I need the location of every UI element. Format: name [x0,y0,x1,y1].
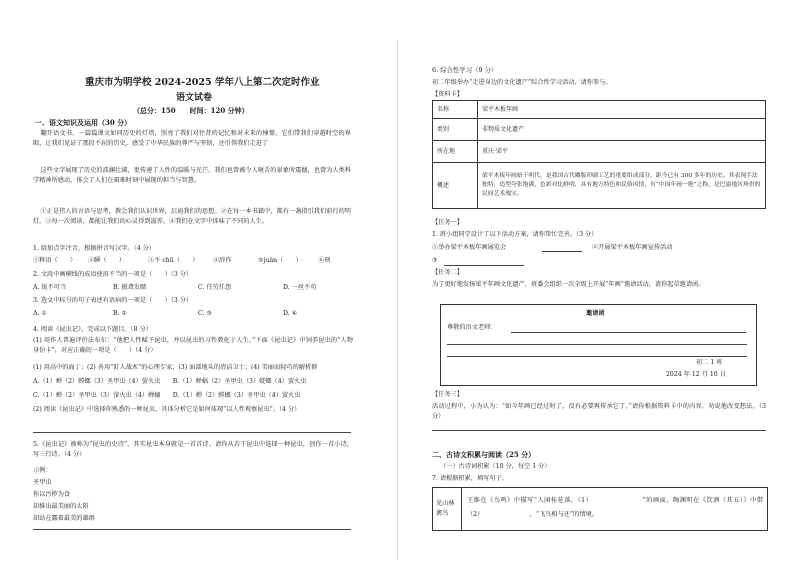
score-time: （总分：150 时间：120 分钟） [133,106,249,115]
section2-heading: 二、古诗文积累与阅读（25 分） [432,450,536,459]
table-row [433,101,766,119]
q3-option[interactable]: A. ① [33,310,47,317]
exam-subtitle: 语文试卷 [176,93,213,103]
table-key: 类别 [433,119,478,141]
q3-option[interactable]: B. ② [113,310,128,317]
answer-line[interactable] [444,265,524,266]
column-divider [397,40,398,560]
passage-para-3: ①正是伟人的言语与思考，教会我们认识世界，启迪我们的思想。②在每一本书籍中，都有一盏指引我们前行的明灯。③每一次阅读，都能让我们的心灵得到滋养。④我们在文字中体味了不同的人生。 [33,208,351,225]
answer-line[interactable] [33,432,351,433]
table-value: 重庆·梁平 [478,141,766,163]
q5-example-line: 圣甲虫 [33,479,52,486]
q4-text: 4. 阅读《昆虫记》，完成以下题目。（8 分） [33,326,152,333]
q1-item[interactable]: ③不 chū（ ） [148,257,199,264]
q7-text: 7. 请根据积累，填写句子。 [432,475,508,482]
table-row [433,163,766,209]
poem-side-cell [433,488,462,530]
table-row [433,141,766,163]
q5-example-label: 示例： [33,467,52,474]
letter-line[interactable] [511,332,746,333]
task1-option[interactable]: ①举办梁平木板年画展览会 [432,244,507,251]
answer-line[interactable] [33,529,351,530]
task3-label: 【任务三】 [432,391,463,398]
answer-line[interactable] [432,430,766,431]
letter-line[interactable] [447,344,747,345]
q5-text: 5.《昆虫记》被称为“昆虫的史诗”，其实昆虫本身就是一首首诗。请你从若干昆虫中选择一种昆虫，创作一首小诗，写三行诗。（4 分） [33,441,353,458]
q4-sub1: (1) 用作人普遍评价法布尔：“他把人性赋予昆虫，并以昆虫的习性教化于人生。”下面《昆虫记》中饲养昆虫的“人物身份卡”，对应正确的一项是（ ）（4 分） [33,337,353,354]
q1-item[interactable]: ⑤juàn（ ） [258,257,302,264]
q1-item[interactable]: ①粹语（ ） [33,257,77,264]
q6-heading: 6. 综合性学习（9 分） [432,66,498,74]
q4-row[interactable]: A.（1）蝉（2）螳螂（3）圣甲虫（4）萤火虫 B.（1）蝉蜗（2）圣甲虫（3）蜣螂（4）萤火虫 [33,378,307,385]
exam-title: 重庆市为明学校 2024-2025 学年八上第二次定时作业 [85,77,320,88]
q3-option[interactable]: D. ④ [283,310,298,317]
q1-text: 1. 给加点字注音，根据拼音写汉字。（4 分） [33,245,156,252]
invitation-letter-box[interactable] [440,304,757,386]
task2-label: 【任务二】 [432,269,463,276]
table-value: 梁平木板年画 [478,101,766,119]
poem-fill-text[interactable]: 王维在《鸟鸣》中描写“人闲桂花落，（1） ”的画面，陶渊明在《饮酒（其五）》中借（2） ，“飞鸟相与还”的情境。 [467,497,763,518]
task3-text: 活动过程中，小为认为：“如今年画已经过时了，没有必要再传承它了。”请你根据资料卡中的内容，劝说他改变想法。（3 分） [432,403,766,420]
passage-para-1: 翻开语文书，一篇篇课文如同历史的灯塔，照亮了我们对往昔的记忆和对未来的憧憬。它们带我们穿越时空的界限，让我们见证了那段不屈的历史，感受了中华民族的尊严与坚韧，还引领我们走进了 [33,130,351,147]
table-row [433,119,766,141]
right-column [432,0,768,584]
q2-option[interactable]: B. 振聋发聩 [113,284,147,291]
left-column [33,0,363,584]
q1-item[interactable]: ④辞作 [213,257,232,264]
q2-option[interactable]: A. 锐不可当 [33,284,67,291]
q3-option[interactable]: C. ③ [198,310,212,317]
q1-item[interactable]: ⑥刻 [318,257,331,264]
poem-side-label: 见山林 禽鸟 [436,500,455,517]
task1-label: 【任务一】 [432,219,463,226]
q1-item[interactable]: ②瞬（ ） [88,257,126,264]
letter-title: 邀请函 [586,310,605,317]
section2-sub: （一）古诗词积累（10 分，每空 1 分） [440,463,551,470]
q5-example-line: 却推出最美丽的太阳 [33,503,89,510]
task2-text: 为了更好地发扬梁平年画文化遗产，班委会组织一次全级上开展“年画”邀请活动，请你起草邀请函。 [432,281,705,288]
q5-example-line: 你以污秽为食 [33,491,71,498]
letter-line[interactable] [447,356,747,357]
table-value: 非物质文化遗产 [478,119,766,141]
q4-row: (1) 用高中的面丁；(2) 善用“盯人战术”的心理专家；(3) 面部地头的清洁卫士；(4) 美丽而轻巧的解析群 [33,364,318,371]
letter-signature: 初二 1 班 [696,359,723,366]
q2-option[interactable]: C. 任劳任怨 [198,284,232,291]
poem-fill-box [432,487,768,531]
task1-option[interactable]: ②开展梁平木板年画宣传活动 [592,244,673,251]
table-key: 所在地 [433,141,478,163]
q2-option[interactable]: D. 一丝不苟 [283,284,317,291]
task1-answer-marker: ③ [432,257,438,264]
resource-card-label: 【资料卡】 [432,91,463,98]
section1-heading: 一、语文知识及运用（30 分） [35,118,132,127]
q2-text: 2. 文段中画横线的成语使用不当的一项是（ ）（3 分） [33,271,193,278]
passage-para-2: 这些文字展现了历史的波澜壮阔，更传递了人性的温暖与光芒。我们也曾被令人咂舌的景象所震撼，也曾为人类科学精神所感动，体会了人们在艰难时刻中展现的担当与智慧。 [33,167,351,184]
resource-card-table [432,100,766,209]
q5-example-line: 却站在露着最美的雄群 [33,515,95,522]
table-key: 概述 [433,163,478,209]
q4-sub2: (2) 阅读《昆虫记》中选择你熟悉的一种昆虫，具体分析它是如何体现“以人性观察昆虫”。（4 分） [33,406,301,413]
letter-date: 2024 年 12 月 10 日 [666,371,726,378]
table-value: 梁平木板年画始于明代，是我国古代雕版印刷工艺的重要组成部分，距今已有 300 多年的历史。其表现手法独特，造型夸张饱满，色彩对比鲜明，具有地方特色和民俗风情，有“中国年画一绝”之称，是巴渝地区珍贵的民间艺术瑰宝。 [478,163,766,209]
task1-text: 1. 班小组同学设计了以下活动方案，请你帮忙完善。（3 分） [432,231,598,238]
task1-blank[interactable] [542,245,582,252]
q6-intro: 初二年级举办“走进身边的文化遗产”综合性学习活动，请你参与。 [432,79,612,86]
q4-row[interactable]: C.（1）蝉（2）圣甲虫（3）萤火虫（4）蝉蛹 D.（1）蝉（2）螳螂（3）圣甲虫（4）萤火虫 [33,392,301,399]
table-key: 名称 [433,101,478,119]
q3-text: 3. 选文中标号的句子表述有语病的一项是（ ）（3 分） [33,297,193,304]
letter-salutation: 尊敬的语文老师： [447,324,497,331]
